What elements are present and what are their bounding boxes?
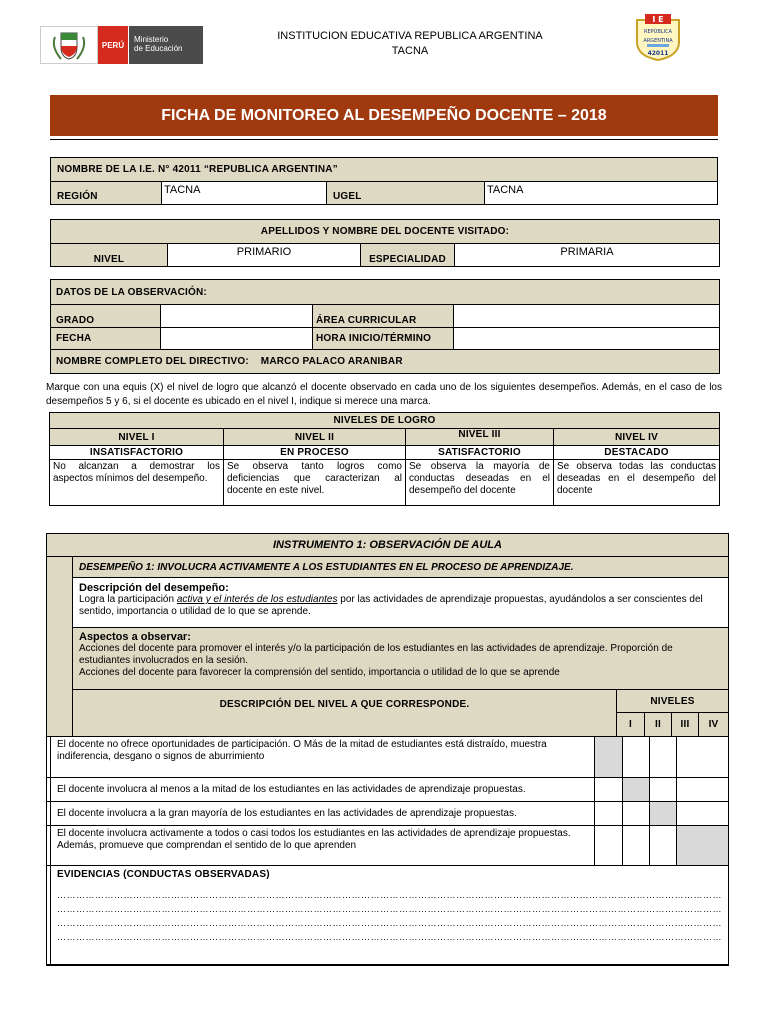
row2-level2-checkbox[interactable]: [623, 778, 650, 802]
aspectos-observar: [73, 628, 728, 690]
region-label: REGIÓN: [51, 182, 162, 205]
row2-level4-checkbox[interactable]: [677, 778, 729, 802]
page-title: FICHA DE MONITOREO AL DESEMPEÑO DOCENTE – 2018: [50, 95, 718, 136]
nivel-2-name: EN PROCESO: [224, 446, 406, 460]
docente-header: APELLIDOS Y NOMBRE DEL DOCENTE VISITADO:: [51, 220, 720, 244]
peru-coat-of-arms-icon: [40, 26, 98, 64]
docente-table: [50, 219, 720, 267]
row3-level3-checkbox[interactable]: [650, 802, 677, 826]
evidencias-line-4[interactable]: …………………………………………………………………………………………………………………………………………………………………………………………: [57, 932, 722, 942]
row1-level2-checkbox[interactable]: [623, 737, 650, 778]
aspectos-label: Aspectos a observar:: [79, 631, 191, 643]
seal-number: 42011: [647, 50, 669, 57]
fecha-value[interactable]: [161, 328, 313, 350]
row1-level3-checkbox[interactable]: [650, 737, 677, 778]
nivel-1-label: NIVEL I: [50, 429, 224, 446]
grado-value[interactable]: [161, 305, 313, 328]
row3-level4-checkbox[interactable]: [677, 802, 729, 826]
school-seal-icon: [633, 12, 683, 62]
ugel-value[interactable]: TACNA: [485, 182, 718, 205]
directivo-value: MARCO PALACO ARANIBAR: [260, 356, 403, 367]
minedu-logo: [40, 26, 203, 64]
descripcion-text: [79, 594, 722, 618]
institution-header: [230, 29, 590, 59]
descripcion-desempeno: [73, 578, 728, 628]
row3-level1-checkbox[interactable]: [595, 802, 623, 826]
evidencias-line-2[interactable]: …………………………………………………………………………………………………………………………………………………………………………………………: [57, 904, 722, 914]
seal-text2: ARGENTINA: [643, 38, 673, 44]
seal-top-text: I E: [652, 15, 664, 24]
especialidad-value[interactable]: PRIMARIA: [455, 244, 720, 267]
directivo-label: NOMBRE COMPLETO DEL DIRECTIVO:: [56, 356, 249, 367]
row3-level2-checkbox[interactable]: [623, 802, 650, 826]
area-label: ÁREA CURRICULAR: [313, 305, 454, 328]
ie-name-cell: NOMBRE DE LA I.E. N° 42011 “REPUBLICA ARGENTINA”: [51, 158, 718, 182]
institution-city: TACNA: [391, 45, 429, 57]
area-value[interactable]: [454, 305, 720, 328]
observacion-header: DATOS DE LA OBSERVACIÓN:: [51, 280, 720, 305]
row4-level2-checkbox[interactable]: [623, 826, 650, 866]
logo-ministry-line2: de Educación: [134, 44, 183, 53]
roman-3: III: [672, 713, 699, 736]
nivel-3-label: NIVEL III: [406, 429, 554, 446]
roman-1: I: [617, 713, 645, 736]
nivel-1-name: INSATISFACTORIO: [50, 446, 224, 460]
title-underline: [50, 139, 718, 140]
row1-level4-checkbox[interactable]: [677, 737, 729, 778]
nivel-row-2-desc: El docente involucra al menos a la mitad de los estudiantes en las actividades de aprendizaje propuestas.: [51, 778, 595, 802]
logo-ministry-line1: Ministerio: [134, 35, 169, 44]
logo-ministry-text: [128, 26, 203, 64]
desempeno-title: DESEMPEÑO 1: INVOLUCRA ACTIVAMENTE A LOS ESTUDIANTES EN EL PROCESO DE APRENDIZAJE.: [73, 557, 728, 578]
institution-name: INSTITUCION EDUCATIVA REPUBLICA ARGENTINA: [277, 30, 543, 42]
hora-label: HORA INICIO/TÉRMINO: [313, 328, 454, 350]
nivel-row-4-desc: El docente involucra activamente a todos o casi todos los estudiantes en las actividades de aprendizaje propuestas. Además, promueve que comprendan el sentido de lo que aprenden: [51, 826, 595, 866]
nivel-label: NIVEL: [51, 244, 168, 267]
region-value[interactable]: TACNA: [162, 182, 327, 205]
evidencias-line-1[interactable]: …………………………………………………………………………………………………………………………………………………………………………………………: [57, 890, 722, 900]
nivel-2-desc: Se observa tanto logros como deficiencias que caracterizan al docente en este nivel.: [224, 460, 406, 506]
ie-info-table: [50, 157, 718, 205]
evidencias-line-3[interactable]: …………………………………………………………………………………………………………………………………………………………………………………………: [57, 918, 722, 928]
descripcion-nivel-header-text: DESCRIPCIÓN DEL NIVEL A QUE CORRESPONDE.: [219, 699, 470, 710]
row1-level1-checkbox[interactable]: [595, 737, 623, 778]
grado-label: GRADO: [51, 305, 161, 328]
niveles-logro-table: [49, 412, 720, 506]
evidencias-label: EVIDENCIAS (CONDUCTAS OBSERVADAS): [57, 869, 270, 880]
aspecto-2: Acciones del docente para favorecer la comprensión del sentido, importancia o utilidad de lo que se aprende: [79, 667, 560, 678]
nivel-4-desc: Se observa todas las conductas deseadas en el desempeño del docente: [554, 460, 720, 506]
nivel-rows-table: [46, 736, 729, 966]
descripcion-nivel-header: [73, 690, 617, 736]
nivel-row-1-desc: El docente no ofrece oportunidades de participación. O Más de la mitad de estudiantes está distraído, muestra indiferencia, desgano o signos de aburrimiento: [51, 737, 595, 778]
evidencias-cell[interactable]: [51, 866, 729, 966]
descripcion-post: por las actividades de aprendizaje propuestas, ayudándolos a ser conscientes del sentido, importancia o utilidad de lo que se aprende.: [79, 594, 703, 617]
fecha-label: FECHA: [51, 328, 161, 350]
row4-level4-checkbox[interactable]: [677, 826, 729, 866]
ugel-label: UGEL: [327, 182, 485, 205]
row4-level1-checkbox[interactable]: [595, 826, 623, 866]
roman-4: IV: [699, 713, 728, 736]
nivel-4-name: DESTACADO: [554, 446, 720, 460]
instrumento-title: INSTRUMENTO 1: OBSERVACIÓN DE AULA: [47, 534, 728, 557]
seal-text1: REPÚBLICA: [644, 29, 672, 35]
niveles-header: NIVELES: [617, 690, 728, 713]
aspecto-1: Acciones del docente para promover el interés y/o la participación de los estudiantes en las actividades de aprendizaje. Proporción de estudiantes involucrados en la sesión.: [79, 643, 673, 666]
row4-level3-checkbox[interactable]: [650, 826, 677, 866]
descripcion-pre: Logra la participación: [79, 594, 177, 605]
directivo-cell: [51, 350, 720, 374]
row2-level3-checkbox[interactable]: [650, 778, 677, 802]
nivel-value[interactable]: PRIMARIO: [168, 244, 361, 267]
nivel-row-3-desc: El docente involucra a la gran mayoría de los estudiantes en las actividades de aprendizaje propuestas.: [51, 802, 595, 826]
instructions-text: Marque con una equis (X) el nivel de logro que alcanzó el docente observado en cada uno de los siguientes desempeños. Además, en el caso de los desempeños 5 y 6, si el docente es ubicado en el nivel I, indique si merece una marca.: [46, 382, 722, 407]
nivel-3-desc: Se observa la mayoría de conductas deseadas en el desempeño del docente: [406, 460, 554, 506]
especialidad-label: ESPECIALIDAD: [361, 244, 455, 267]
observacion-table: [50, 279, 720, 374]
row2-level1-checkbox[interactable]: [595, 778, 623, 802]
hora-value[interactable]: [454, 328, 720, 350]
descripcion-underline: activa y el interés de los estudiantes: [176, 594, 338, 605]
nivel-2-label: NIVEL II: [224, 429, 406, 446]
instrumento-side-strip: [47, 557, 73, 736]
descripcion-label: Descripción del desempeño:: [79, 582, 229, 594]
niveles-logro-header: NIVELES DE LOGRO: [50, 413, 720, 429]
roman-2: II: [645, 713, 672, 736]
logo-peru-text: PERÚ: [98, 26, 128, 64]
nivel-4-label: NIVEL IV: [554, 429, 720, 446]
nivel-3-name: SATISFACTORIO: [406, 446, 554, 460]
nivel-1-desc: No alcanzan a demostrar los aspectos mínimos del desempeño.: [50, 460, 224, 506]
